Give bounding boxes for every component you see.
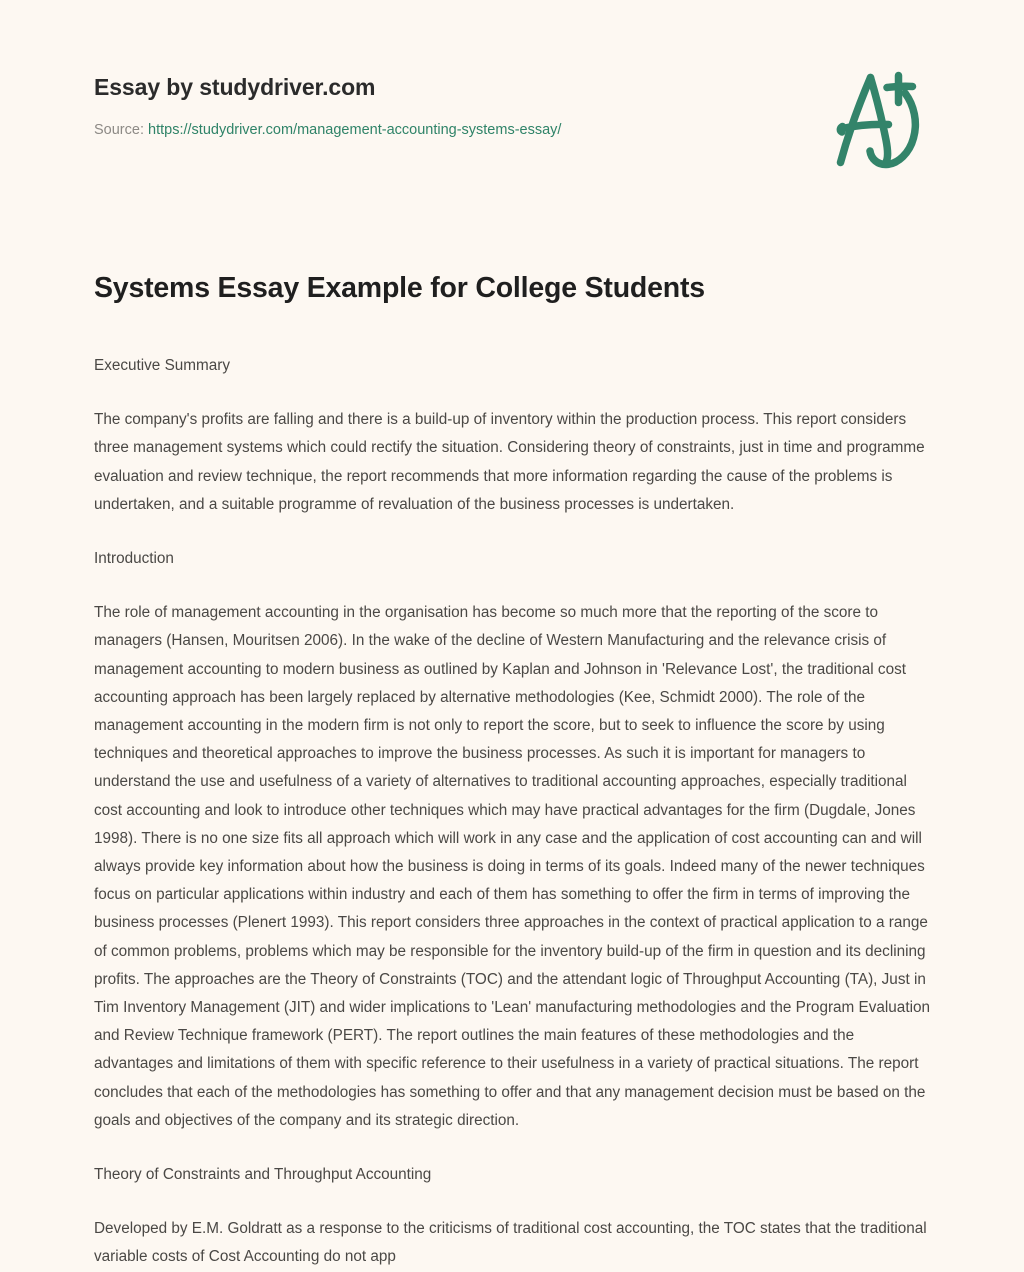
a-plus-logo-icon <box>814 58 942 186</box>
article-body <box>94 352 934 1272</box>
paragraph-introduction: The role of management accounting in the organisation has become so much more that the reporting of the score to managers (Hansen, Mouritsen 2006). In the wake of the decline of Western Manufacturing and the relevance crisis of management accounting to modern business as outlined by Kaplan and Johnson in 'Relevance Lost', the traditional cost accounting approach has been largely replaced by alternative methodologies (Kee, Schmidt 2000). The role of the management accounting in the modern firm is not only to report the score, but to seek to influence the score by using techniques and theoretical approaches to improve the business processes. As such it is important for managers to understand the use and usefulness of a variety of alternatives to traditional accounting approaches, especially traditional cost accounting and look to introduce other techniques which may have practical advantages for the firm (Dugdale, Jones 1998). There is no one size fits all approach which will work in any case and the application of cost accounting can and will always provide key information about how the business is doing in terms of its goals. Indeed many of the newer techniques focus on particular applications within industry and each of them has something to offer the firm in terms of improving the business processes (Plenert 1993). This report considers three approaches in the context of practical application to a range of common problems, problems which may be responsible for the inventory build-up of the firm in question and its declining profits. The approaches are the Theory of Constraints (TOC) and the attendant logic of Throughput Accounting (TA), Just in Tim Inventory Management (JIT) and wider implications to 'Lean' manufacturing methodologies and the Program Evaluation and Review Technique framework (PERT). The report outlines the main features of these methodologies and the advantages and limitations of them with specific reference to their usefulness in a variety of practical situations. The report concludes that each of the methodologies has something to offer and that any management decision must be based on the goals and objectives of the company and its strategic direction. <box>94 604 930 1129</box>
section-heading-introduction: Introduction <box>94 550 174 568</box>
source-label: Source: <box>94 122 144 138</box>
source-url-link[interactable]: https://studydriver.com/management-accounting-systems-essay/ <box>148 122 562 138</box>
page-title: Systems Essay Example for College Students <box>94 272 705 305</box>
header-text-group <box>94 72 734 140</box>
section-heading-theory-of-constraints: Theory of Constraints and Throughput Accounting <box>94 1166 432 1184</box>
studydriver-a-plus-logo[interactable] <box>814 58 942 186</box>
site-byline: Essay by studydriver.com <box>94 74 376 100</box>
document-header <box>0 0 1024 200</box>
section-heading-executive-summary: Executive Summary <box>94 357 231 374</box>
paragraph-theory-of-constraints: Developed by E.M. Goldratt as a response to the criticisms of traditional cost accounting, the TOC states that the traditional variable costs of Cost Accounting do not app <box>94 1220 927 1266</box>
source-line <box>94 120 734 140</box>
paragraph-executive-summary: The company's profits are falling and there is a build-up of inventory within the production process. This report considers three management systems which could rectify the situation. Considering theory of constraints, just in time and programme evaluation and review technique, the report recommends that more information regarding the cause of the problems is undertaken, and a suitable programme of revaluation of the business processes is undertaken. <box>94 411 925 513</box>
